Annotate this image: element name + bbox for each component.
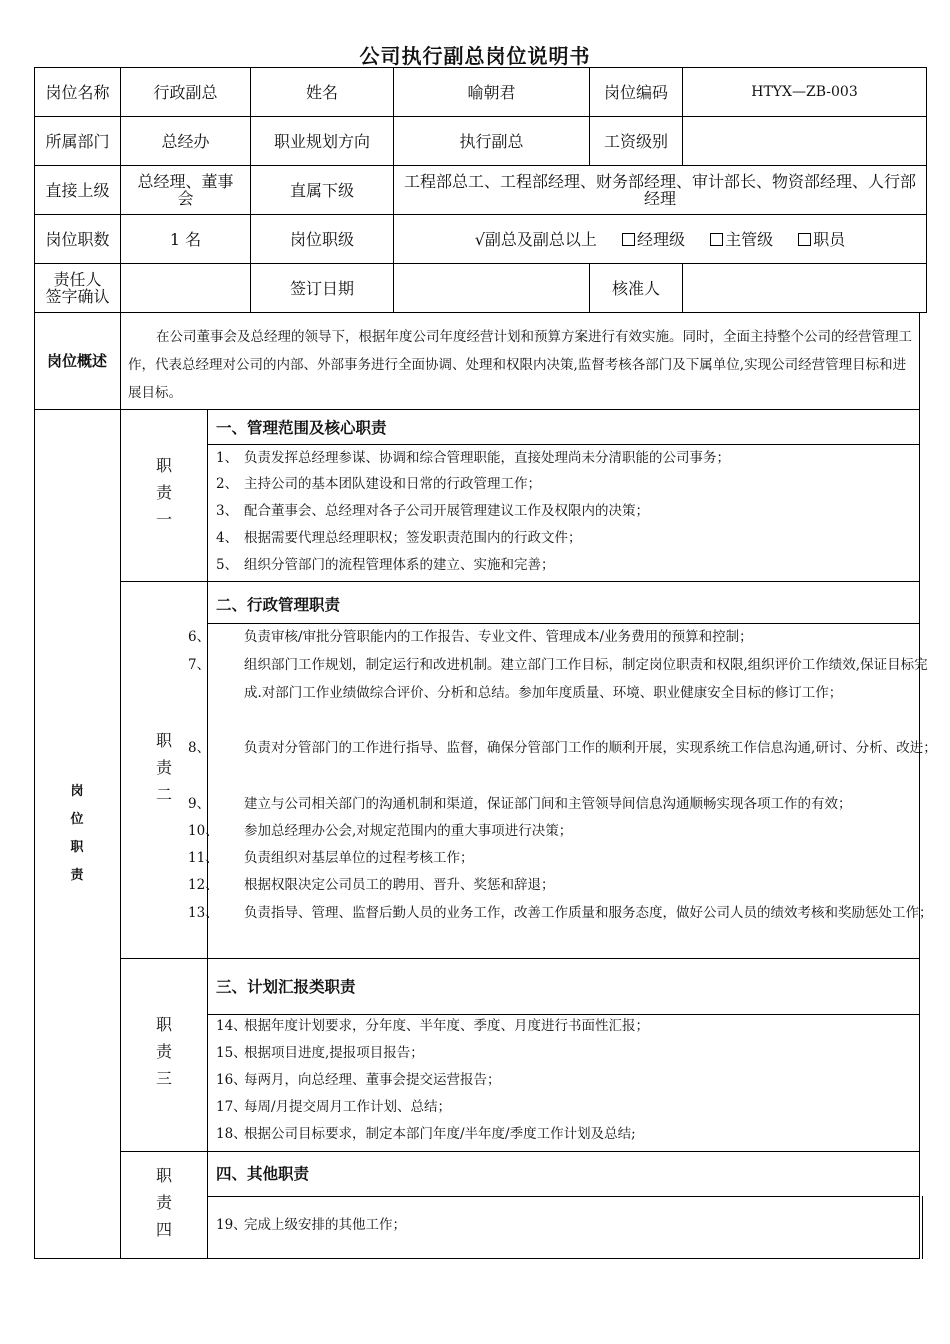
label-career-direction: 职业规划方向 — [251, 117, 394, 166]
level-option-supervisor: 主管级 — [710, 230, 773, 249]
duty-item: 11、 负责组织对基层单位的过程考核工作； — [188, 850, 474, 866]
duty-item: 18、根据公司目标要求，制定本部门年度/半年度/季度工作计划及总结; — [216, 1126, 636, 1142]
label-name: 姓名 — [251, 68, 394, 117]
label-salary-grade: 工资级别 — [590, 117, 683, 166]
duty-item: 3、 配合董事会、总经理对各子公司开展管理建议工作及权限内的决策； — [216, 503, 649, 519]
duties-main-label: 岗 位 职 责 — [70, 784, 84, 883]
value-direct-subordinate: 工程部总工、工程部经理、财务部经理、审计部长、物资部经理、人行部经理 — [394, 166, 927, 215]
checkbox-icon — [798, 233, 811, 246]
duty-item: 10、 参加总经理办公会,对规定范围内的重大事项进行决策； — [188, 823, 573, 839]
label-job-level: 岗位职级 — [251, 215, 394, 264]
label-responsible-signature: 责任人 签字确认 — [35, 264, 121, 313]
section-4-heading: 四、其他职责 — [216, 1165, 310, 1183]
section-1-heading: 一、管理范围及核心职责 — [216, 419, 387, 437]
label-direct-superior: 直接上级 — [35, 166, 121, 215]
duty-item: 12、 根据权限决定公司员工的聘用、晋升、奖惩和辞退； — [188, 877, 555, 893]
duty-item: 7、 组织部门工作规划，制定运行和改进机制。建立部门工作目标，制定岗位职责和权限,组织评价工作绩效,保证目标完成.对部门工作业绩做综合评价、分析和总结。参加年度质量、环境、职业健康安全目标的修订工作； — [188, 657, 928, 701]
label-direct-subordinate: 直属下级 — [251, 166, 394, 215]
section-4-label: 职 责 四 — [155, 1166, 172, 1239]
label-position-name: 岗位名称 — [35, 68, 121, 117]
label-position-code: 岗位编码 — [590, 68, 683, 117]
level-option-manager: 经理级 — [622, 230, 685, 249]
level-option-staff: 职员 — [798, 230, 845, 249]
value-approver — [683, 264, 927, 313]
section-1-label: 职 责 一 — [155, 456, 172, 529]
label-sign-date: 签订日期 — [251, 264, 394, 313]
duty-item: 4、 根据需要代理总经理职权；签发职责范围内的行政文件； — [216, 530, 582, 546]
basic-info-table — [34, 67, 927, 313]
level-option-vp: √副总及副总以上 — [474, 229, 597, 249]
overview-text: 在公司董事会及总经理的领导下，根据年度公司年度经营计划和预算方案进行有效实施。同时，全面主持整个公司的经营管理工作，代表总经理对公司的内部、外部事务进行全面协调、处理和权限内决策,监督考核各部门及下属单位,实现公司经营管理目标和进展目标。 — [128, 329, 912, 401]
check-mark-icon: √ — [474, 229, 485, 249]
duty-item: 6、 负责审核/审批分管职能内的工作报告、专业文件、管理成本/业务费用的预算和控制； — [188, 629, 753, 645]
duty-item: 15、根据项目进度,提报项目报告； — [216, 1045, 424, 1061]
job-level-options — [394, 215, 927, 264]
value-name: 喻朝君 — [394, 68, 590, 117]
duty-item: 13、 负责指导、管理、监督后勤人员的业务工作，改善工作质量和服务态度，做好公司人员的绩效考核和奖励惩处工作； — [188, 905, 933, 921]
duty-item: 8、 负责对分管部门的工作进行指导、监督，确保分管部门工作的顺利开展，实现系统工作信息沟通,研讨、分析、改进； — [188, 740, 937, 756]
section-3-heading: 三、计划汇报类职责 — [216, 978, 356, 996]
section-2-heading: 二、行政管理职责 — [216, 596, 341, 614]
duty-item: 9、 建立与公司相关部门的沟通机制和渠道，保证部门间和主管领导间信息沟通顺畅实现各项工作的有效； — [188, 796, 852, 812]
duty-item: 14、根据年度计划要求，分年度、半年度、季度、月度进行书面性汇报； — [216, 1018, 649, 1034]
duty-item: 17、每周/月提交周月工作计划、总结； — [216, 1099, 452, 1115]
checkbox-icon — [710, 233, 723, 246]
duty-item: 1、 负责发挥总经理参谋、协调和综合管理职能，直接处理尚未分清职能的公司事务； — [216, 450, 730, 466]
value-headcount: 1 名 — [121, 215, 251, 264]
section-3-label: 职 责 三 — [155, 1015, 172, 1088]
value-position-name: 行政副总 — [121, 68, 251, 117]
document-title: 公司执行副总岗位说明书 — [359, 44, 591, 68]
value-direct-superior: 总经理、董事会 — [121, 166, 251, 215]
value-salary-grade — [683, 117, 927, 166]
duty-item: 5、 组织分管部门的流程管理体系的建立、实施和完善； — [216, 557, 555, 573]
label-approver: 核准人 — [590, 264, 683, 313]
value-position-code: HTYX—ZB-003 — [683, 68, 927, 117]
duty-item: 2、 主持公司的基本团队建设和日常的行政管理工作； — [216, 476, 541, 492]
value-career-direction: 执行副总 — [394, 117, 590, 166]
overview-label: 岗位概述 — [46, 352, 107, 370]
duty-item: 19、完成上级安排的其他工作； — [216, 1217, 406, 1233]
duty-item: 16、每两月，向总经理、董事会提交运营报告； — [216, 1072, 501, 1088]
checkbox-icon — [622, 233, 635, 246]
value-responsible-signature — [121, 264, 251, 313]
label-department: 所属部门 — [35, 117, 121, 166]
value-sign-date — [394, 264, 590, 313]
value-department: 总经办 — [121, 117, 251, 166]
section-2-label: 职 责 二 — [155, 731, 172, 804]
label-headcount: 岗位职数 — [35, 215, 121, 264]
